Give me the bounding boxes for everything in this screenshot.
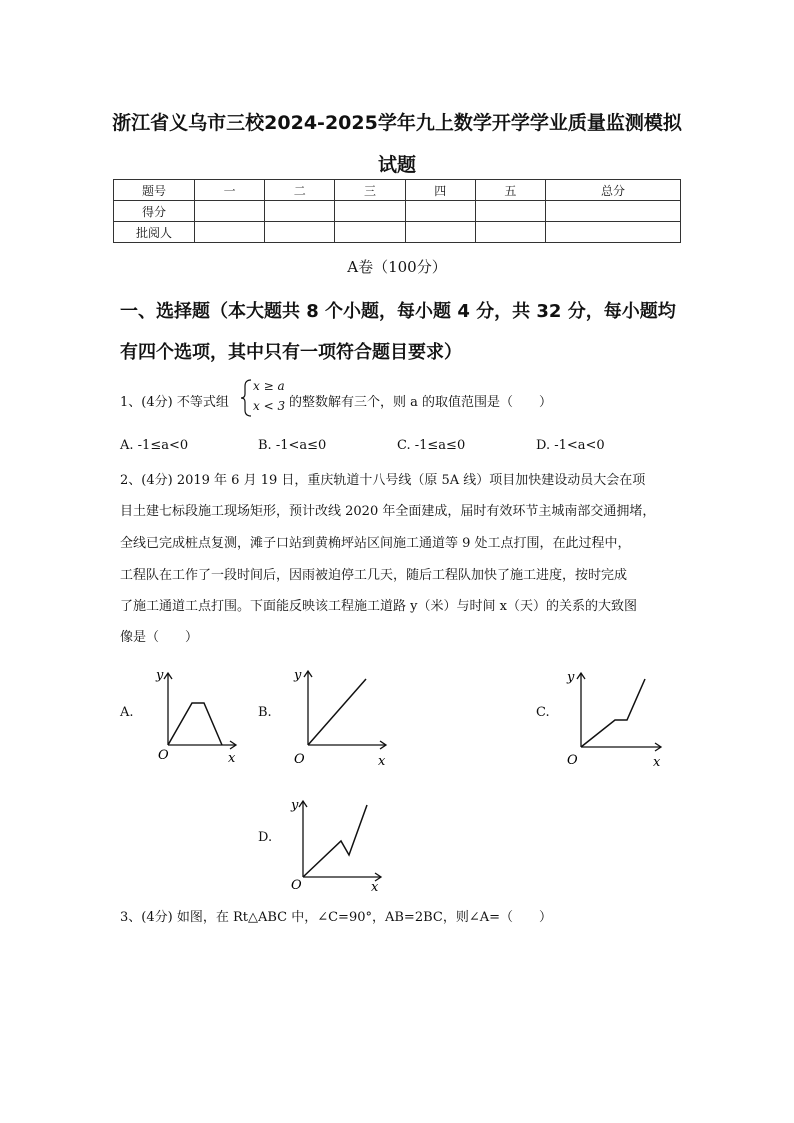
page-title-line1: 浙江省义乌市三校2024-2025学年九上数学开学学业质量监测模拟 <box>112 112 682 134</box>
score-table-row <box>114 201 681 222</box>
score-table-row <box>114 222 681 243</box>
q2-line: 2、(4分) 2019 年 6 月 19 日，重庆轨道十八号线（原 5A 线）项目加快建设动员大会在项 <box>120 473 646 488</box>
q1-inequality-1: x ≥ a <box>253 379 285 393</box>
origin-label: O <box>158 748 169 763</box>
q2-line: 了施工通道工点打围。下面能反映该工程施工道路 y（米）与时间 x（天）的关系的大致图 <box>120 599 637 614</box>
q2-graph-a-label[interactable]: A. <box>120 705 134 720</box>
q3-text: 3、(4分) 如图，在 Rt△ABC 中，∠C=90°，AB=2BC，则∠A=（ ） <box>120 910 553 925</box>
table-cell: 二 <box>265 180 335 201</box>
score-cell[interactable] <box>195 222 265 243</box>
q2-line: 目土建七标段施工现场矩形，预计改线 2020 年全面建成，届时有效环节主城南部交通拥堵， <box>120 504 656 519</box>
q2-graph-b-label[interactable]: B. <box>258 705 272 720</box>
score-cell[interactable] <box>265 201 335 222</box>
origin-label: O <box>291 878 302 893</box>
score-cell[interactable] <box>265 222 335 243</box>
table-cell: 一 <box>195 180 265 201</box>
table-cell: 三 <box>335 180 405 201</box>
score-table <box>113 179 681 243</box>
q2-graph-d-line <box>303 805 367 877</box>
q1-option-a[interactable]: A. -1≤a<0 <box>120 438 189 453</box>
page-title-line2: 试题 <box>377 154 416 176</box>
score-cell[interactable] <box>405 222 475 243</box>
q2-graph-c-label[interactable]: C. <box>536 705 550 720</box>
q1-prefix: 1、(4分) 不等式组 <box>120 395 229 410</box>
y-axis-label: y <box>567 670 575 685</box>
x-axis-label: x <box>371 880 379 893</box>
table-cell: 四 <box>405 180 475 201</box>
q2-graph-b-line <box>308 679 366 745</box>
table-cell: 五 <box>475 180 545 201</box>
q2-graph-d-label[interactable]: D. <box>258 830 273 845</box>
score-table-header-row <box>114 180 681 201</box>
score-cell[interactable] <box>475 201 545 222</box>
q2-graph-c-line <box>581 679 645 747</box>
table-cell: 总分 <box>546 180 681 201</box>
y-axis-label: y <box>291 798 299 813</box>
score-cell[interactable] <box>195 201 265 222</box>
q1-option-b[interactable]: B. -1<a≤0 <box>258 438 327 453</box>
table-cell: 批阅人 <box>114 222 195 243</box>
y-axis-label: y <box>294 668 302 683</box>
x-axis-label: x <box>378 754 386 769</box>
q2-line: 全线已完成桩点复测，滩子口站到黄桷坪站区间施工通道等 9 处工点打围，在此过程中， <box>120 536 631 551</box>
q1-inequality-2: x < 3 <box>253 399 286 413</box>
score-cell[interactable] <box>335 201 405 222</box>
q1-option-c[interactable]: C. -1≤a≤0 <box>397 438 466 453</box>
score-cell[interactable] <box>546 201 681 222</box>
table-cell: 题号 <box>114 180 195 201</box>
x-axis-label: x <box>228 751 236 765</box>
part1-heading-line1: 一、选择题（本大题共 8 个小题，每小题 4 分，共 32 分，每小题均 <box>120 301 676 322</box>
score-cell[interactable] <box>546 222 681 243</box>
q2-graph-a-line <box>168 703 222 745</box>
q2-graph-b[interactable] <box>290 665 390 770</box>
q2-graph-a[interactable] <box>150 665 240 765</box>
x-axis-label: x <box>653 755 661 770</box>
table-cell: 得分 <box>114 201 195 222</box>
q2-graph-d[interactable] <box>285 793 385 893</box>
origin-label: O <box>567 753 578 768</box>
score-cell[interactable] <box>335 222 405 243</box>
origin-label: O <box>294 752 305 767</box>
section-a-heading: A卷（100分） <box>347 258 447 276</box>
q2-line: 像是（ ） <box>120 630 199 645</box>
q1-suffix: 的整数解有三个，则 a 的取值范围是（ ） <box>289 395 553 410</box>
q1-option-d[interactable]: D. -1<a<0 <box>536 438 605 453</box>
q2-line: 工程队在工作了一段时间后，因雨被迫停工几天，随后工程队加快了施工进度，按时完成 <box>120 568 628 583</box>
score-cell[interactable] <box>405 201 475 222</box>
part1-heading-line2: 有四个选项，其中只有一项符合题目要求） <box>120 342 462 363</box>
score-cell[interactable] <box>475 222 545 243</box>
y-axis-label: y <box>156 668 164 683</box>
q2-graph-c[interactable] <box>563 665 668 770</box>
